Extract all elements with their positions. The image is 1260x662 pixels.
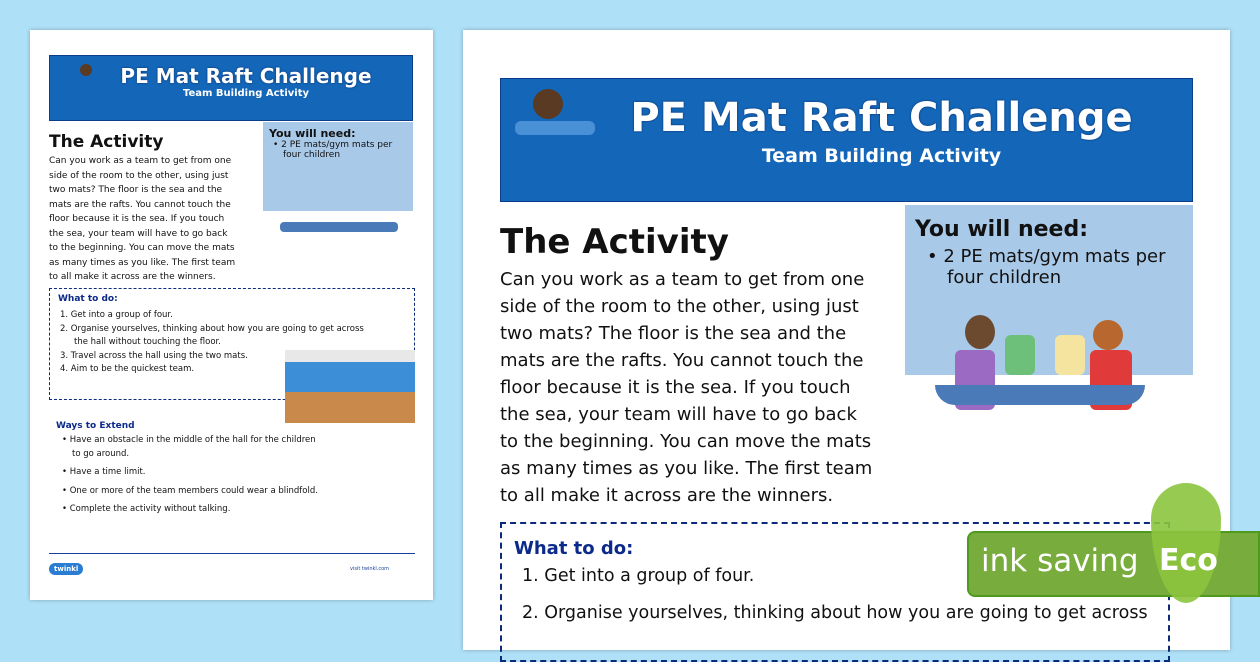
line: two mats? The floor is the sea and the [500,323,847,344]
step: 1. Get into a group of four. [60,310,173,320]
line: to all make it across are the winners. [500,485,834,506]
need-item: • 2 PE mats/gym mats per [273,140,393,150]
girl-body [515,121,595,135]
step: 2. Organise yourselves, thinking about how you are going to get across [522,603,1148,623]
need-heading: You will need: [269,127,356,140]
need-item: four children [947,267,1062,288]
line: side of the room to the other, using just [500,296,859,317]
activity-text [49,154,249,285]
need-heading: You will need: [915,217,1089,242]
line: mats are the rafts. You cannot touch the [500,350,864,371]
line: Can you work as a team to get from one [49,156,232,166]
children-mat-illustration [935,310,1145,460]
title-banner [500,78,1193,202]
you-will-need-box [263,122,413,211]
line: side of the room to the other, using just [49,170,229,181]
step: 4. Aim to be the quickest team. [60,364,195,374]
jumping-children-illustration [290,520,415,550]
girl-balancing-icon [533,89,563,119]
line: two mats? The floor is the sea and the [49,185,223,195]
line: the sea, your team will have to go back [500,404,857,425]
page-title: PE Mat Raft Challenge [630,95,1133,141]
activity-heading: The Activity [49,132,164,152]
footer-divider [49,553,415,554]
need-item: • 2 PE mats/gym mats per [927,246,1166,267]
line: mats are the rafts. You cannot touch the [49,199,231,210]
what-heading: What to do: [514,538,634,559]
twinkl-logo: twinkl [49,563,83,575]
eco-label: Eco [1159,543,1218,578]
step: 1. Get into a group of four. [522,566,755,586]
line: floor because it is the sea. If you touch [500,377,851,398]
page-subtitle: Team Building Activity [761,145,1002,167]
page-subtitle: Team Building Activity [183,88,309,99]
girl-balancing-icon [80,64,92,76]
extend-item: • One or more of the team members could wear a blindfold. [62,485,318,496]
extend-item: to go around. [72,448,130,459]
activity-text [500,266,900,509]
page-title: PE Mat Raft Challenge [120,64,372,88]
step: 2. Organise yourselves, thinking about how you are going to get across [60,323,364,334]
line: Can you work as a team to get from one [500,269,865,290]
document-thumbnail [30,30,433,600]
line: to the beginning. You can move the mats [500,431,872,452]
line: to the beginning. You can move the mats [49,243,235,253]
sports-hall-illustration [285,350,415,423]
footer-url[interactable]: visit twinkl.com [350,566,390,572]
step: the hall without touching the floor. [74,337,221,347]
need-item: four children [283,150,341,160]
ink-saving-eco-badge [967,531,1260,597]
ink-saving-label: ink saving [981,543,1139,579]
extend-item: • Complete the activity without talking. [62,504,231,514]
step: 3. Travel across the hall using the two mats. [60,350,248,361]
line: floor because it is the sea. If you touch [49,214,225,224]
activity-heading: The Activity [500,222,729,262]
line: as many times as you like. The first team [49,257,236,268]
title-banner [49,55,413,121]
line: as many times as you like. The first team [500,458,873,479]
what-heading: What to do: [58,294,118,304]
children-mat-illustration [280,222,398,232]
extend-heading: Ways to Extend [56,421,135,431]
line: the sea, your team will have to go back [49,228,228,239]
line: to all make it across are the winners. [49,272,216,282]
extend-item: • Have an obstacle in the middle of the hall for the children [62,435,316,445]
extend-item: • Have a time limit. [62,467,146,477]
